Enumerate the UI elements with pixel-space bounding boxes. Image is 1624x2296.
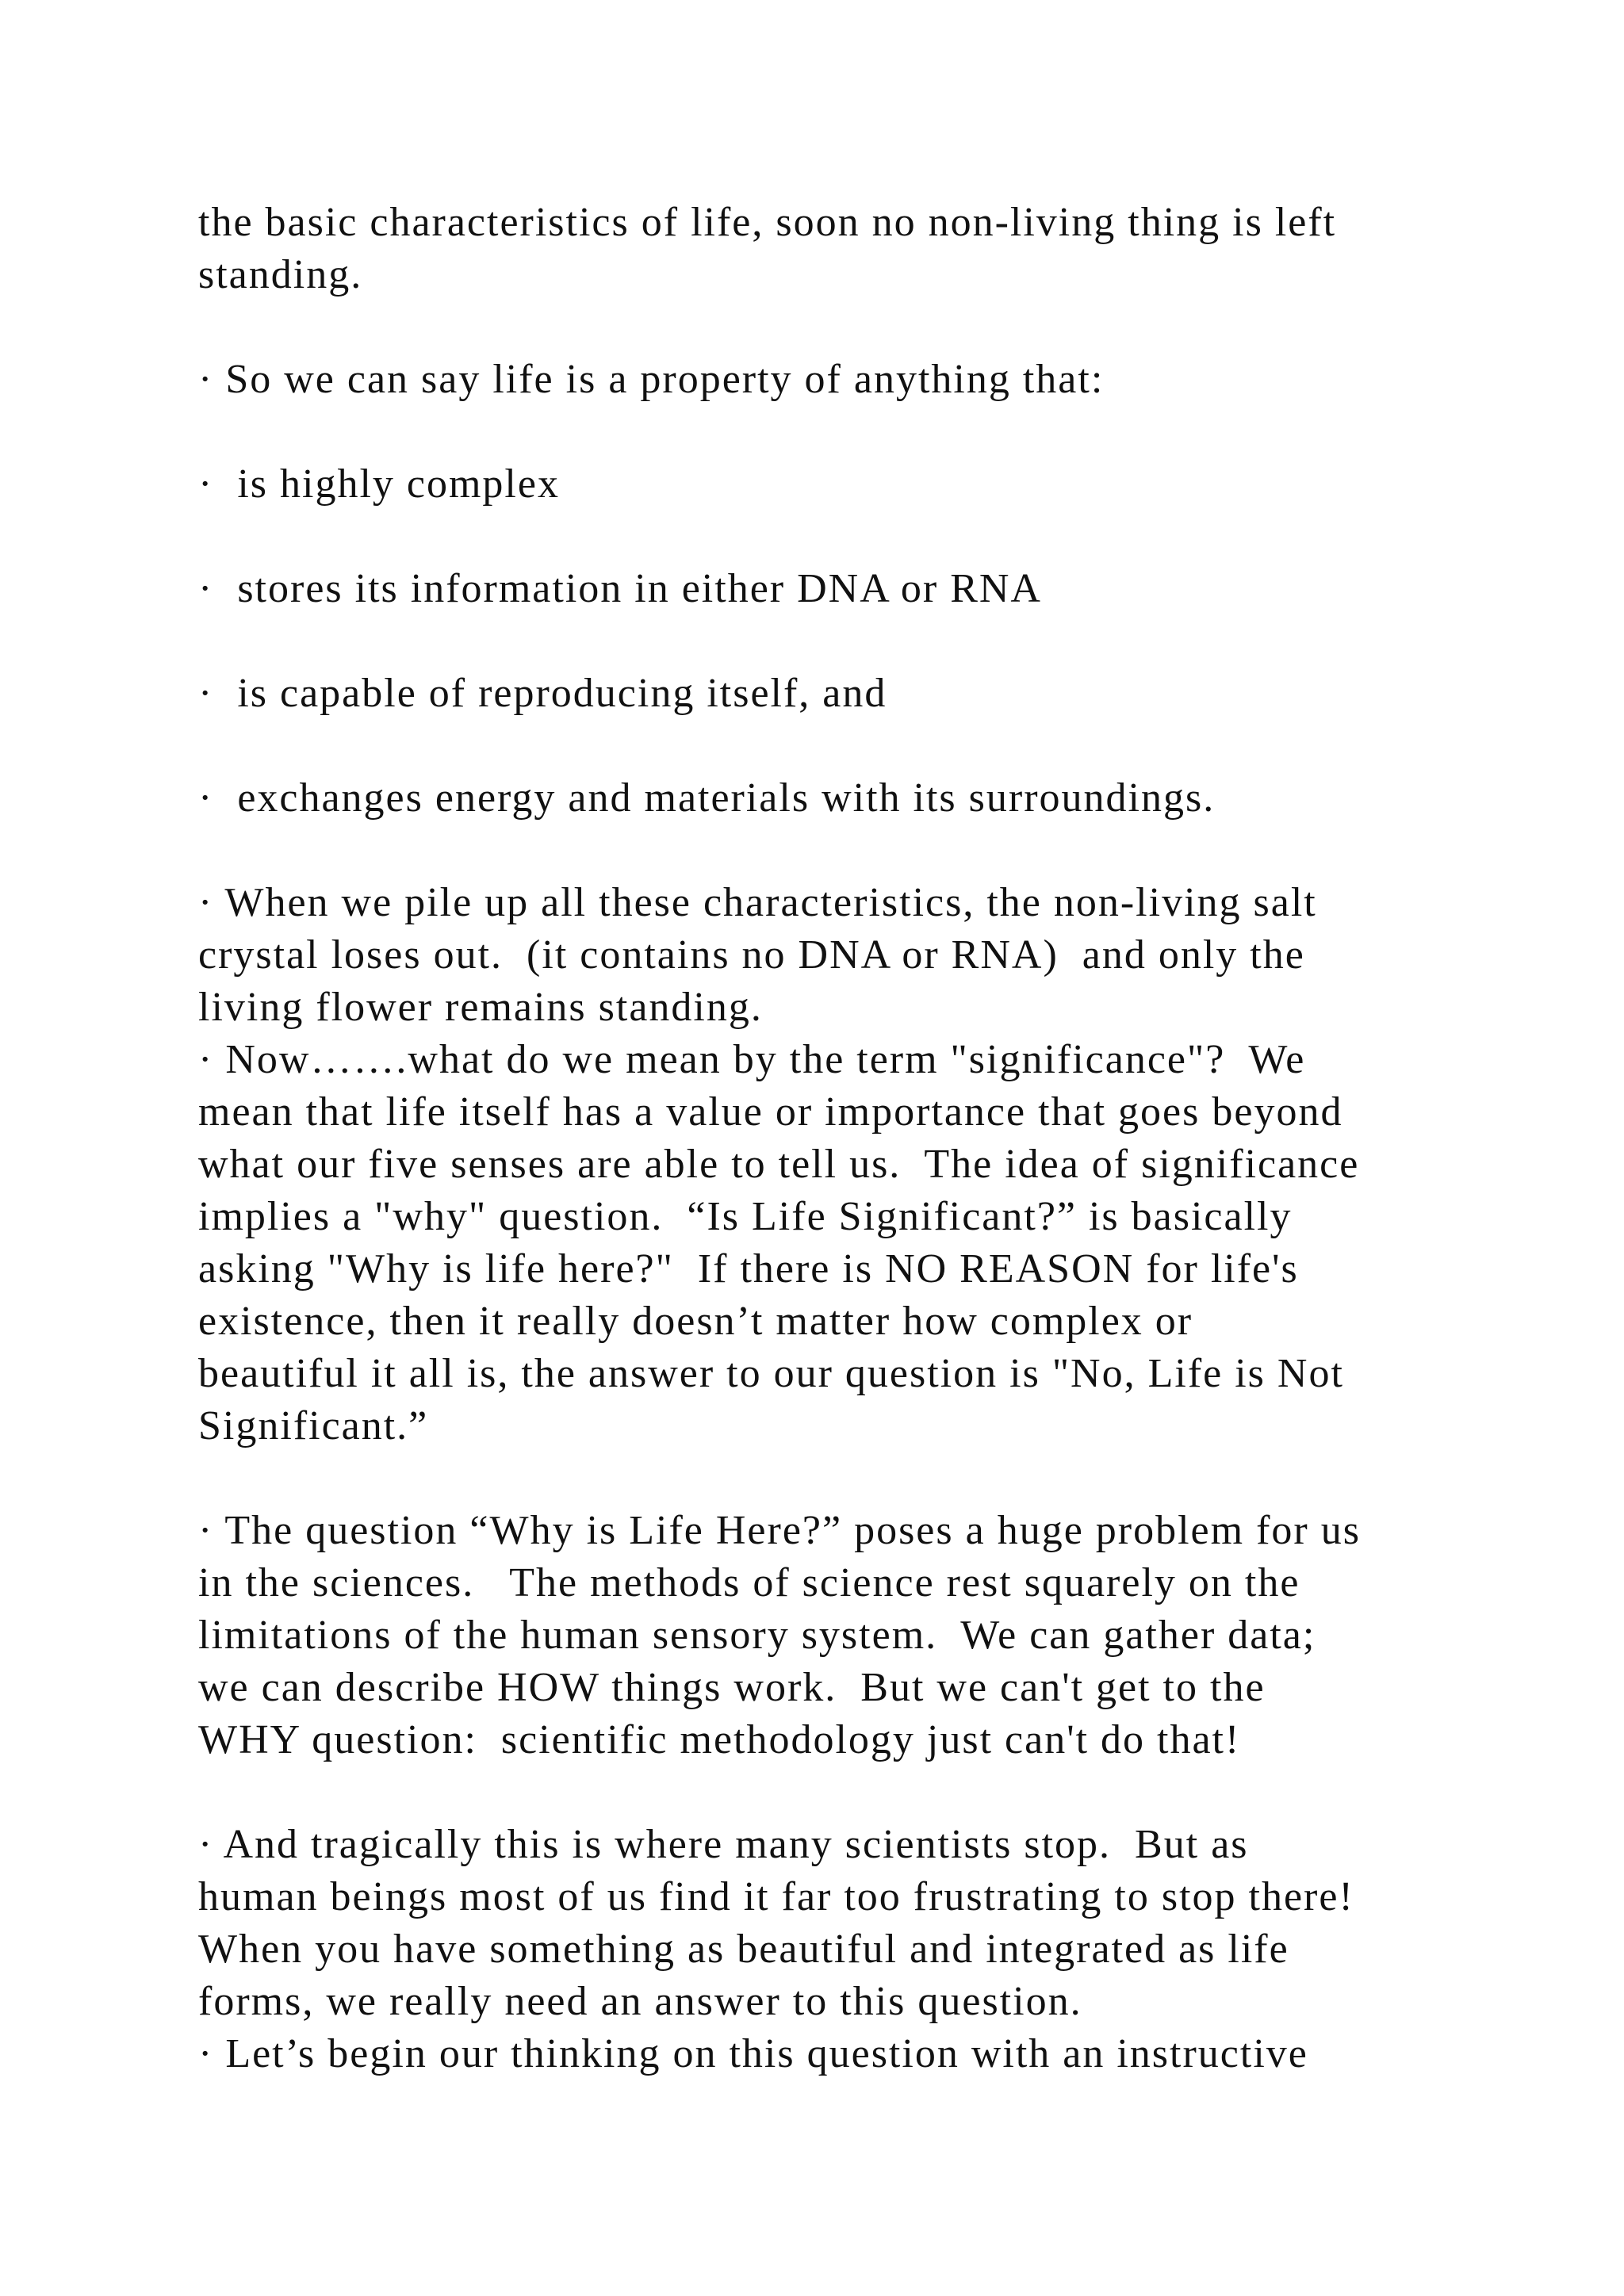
text-line: in the sciences. The methods of science rest squarely on the <box>198 1560 1300 1605</box>
text-line: · is capable of reproducing itself, and <box>198 671 887 716</box>
text-line: · is highly complex <box>198 461 560 507</box>
paragraph-life-property-intro <box>198 354 1483 406</box>
list-item-reproducing <box>198 668 1483 720</box>
text-line: existence, then it really doesn’t matter how complex or <box>198 1299 1193 1344</box>
paragraph-gap <box>198 301 1483 354</box>
text-line: human beings most of us find it far too frustrating to stop there! <box>198 1874 1354 1919</box>
text-line: standing. <box>198 252 363 297</box>
paragraph-significance <box>198 877 1483 1452</box>
text-line: forms, we really need an answer to this question. <box>198 1979 1082 2024</box>
text-line: crystal loses out. (it contains no DNA or RNA) and only the <box>198 932 1305 978</box>
paragraph-gap <box>198 1766 1483 1819</box>
paragraph-gap <box>198 720 1483 772</box>
text-line: Significant.” <box>198 1403 429 1448</box>
list-item-exchanges-energy <box>198 772 1483 825</box>
paragraph-why-question <box>198 1505 1483 1766</box>
text-line: beautiful it all is, the answer to our question is "No, Life is Not <box>198 1351 1344 1396</box>
text-line: · stores its information in either DNA or RNA <box>198 566 1042 611</box>
list-item-dna-rna <box>198 563 1483 615</box>
text-line: · exchanges energy and materials with its surroundings. <box>198 775 1216 821</box>
paragraph-gap <box>198 406 1483 458</box>
text-line: · Let’s begin our thinking on this question with an instructive <box>198 2031 1308 2076</box>
text-line: · And tragically this is where many scientists stop. But as <box>198 1822 1249 1867</box>
text-line: mean that life itself has a value or importance that goes beyond <box>198 1089 1343 1135</box>
text-line: · So we can say life is a property of anything that: <box>198 357 1105 402</box>
list-item-complex <box>198 458 1483 511</box>
paragraph-scientists-stop <box>198 1819 1483 2080</box>
text-line: · When we pile up all these characteristics, the non-living salt <box>198 880 1317 925</box>
text-line: · The question “Why is Life Here?” poses a huge problem for us <box>198 1508 1361 1553</box>
paragraph-gap <box>198 1452 1483 1505</box>
text-line: what our five senses are able to tell us. The idea of significance <box>198 1142 1360 1187</box>
paragraph-gap <box>198 511 1483 563</box>
text-line: limitations of the human sensory system. We can gather data; <box>198 1613 1316 1658</box>
text-line: When you have something as beautiful and integrated as life <box>198 1927 1289 1972</box>
text-line: · Now…….what do we mean by the term "significance"? We <box>198 1037 1306 1082</box>
text-line: we can describe HOW things work. But we can't get to the <box>198 1665 1266 1710</box>
paragraph-gap <box>198 825 1483 877</box>
text-line: the basic characteristics of life, soon no non-living thing is left <box>198 200 1337 245</box>
text-line: asking "Why is life here?" If there is NO REASON for life's <box>198 1246 1299 1292</box>
text-line: living flower remains standing. <box>198 985 763 1030</box>
paragraph-continuation <box>198 197 1483 301</box>
text-line: implies a "why" question. “Is Life Significant?” is basically <box>198 1194 1293 1239</box>
text-line: WHY question: scientific methodology just can't do that! <box>198 1717 1241 1762</box>
paragraph-gap <box>198 615 1483 668</box>
document-body <box>198 197 1483 2080</box>
